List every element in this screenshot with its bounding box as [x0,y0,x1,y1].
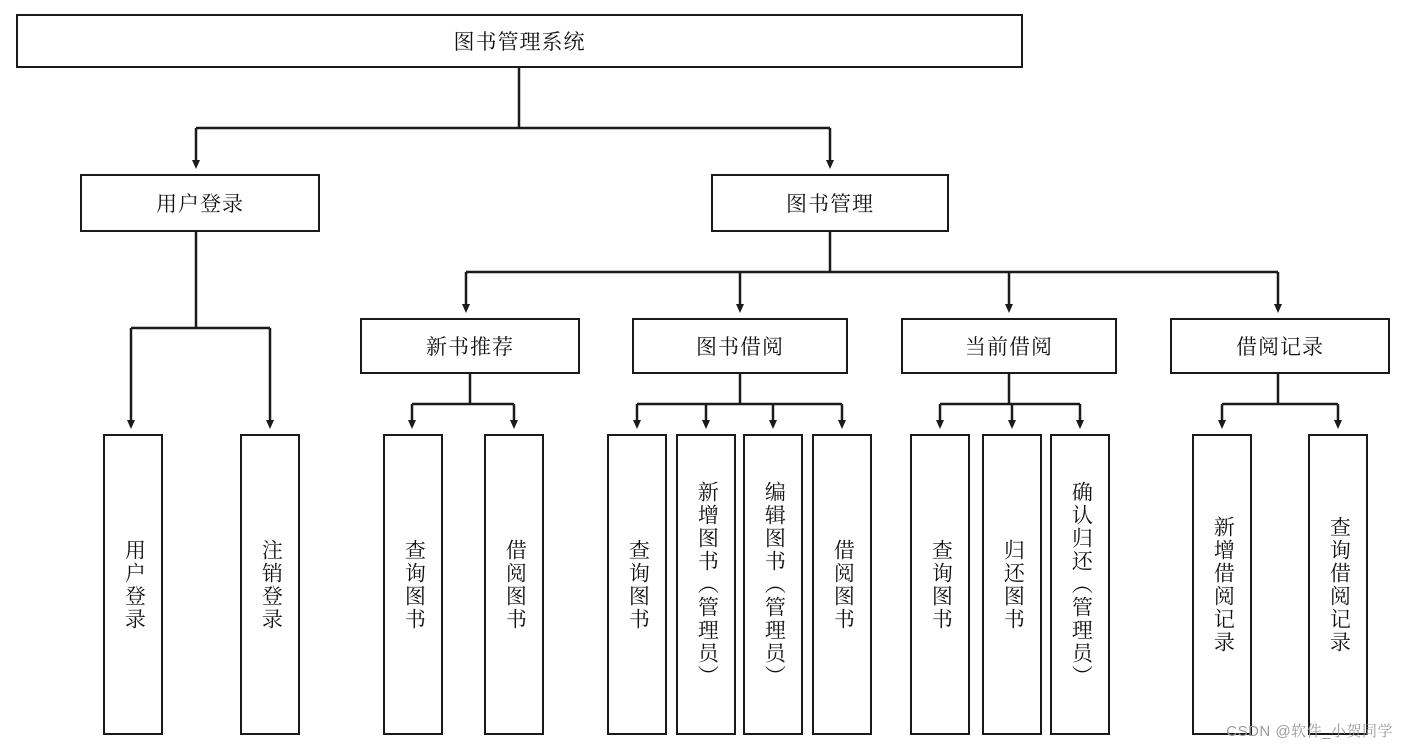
node-leaf-borrow-book-new: 借阅图书 [484,434,544,735]
watermark-text: CSDN @软件_小贺同学 [1226,723,1393,740]
node-leaf-query-book: 查询图书 [607,434,667,735]
node-new-book-recommend: 新书推荐 [360,318,580,374]
node-book-borrow: 图书借阅 [632,318,848,374]
node-leaf-return-book: 归还图书 [982,434,1042,735]
node-book-management: 图书管理 [711,174,949,232]
node-borrow-record: 借阅记录 [1170,318,1390,374]
node-leaf-query-book-current: 查询图书 [910,434,970,735]
node-root: 图书管理系统 [16,14,1023,68]
node-leaf-user-login: 用户登录 [103,434,163,735]
node-leaf-query-borrow-record: 查询借阅记录 [1308,434,1368,735]
node-current-borrow: 当前借阅 [901,318,1117,374]
node-leaf-logout: 注销登录 [240,434,300,735]
node-user-login: 用户登录 [80,174,320,232]
node-leaf-add-borrow-record: 新增借阅记录 [1192,434,1252,735]
node-leaf-borrow-book: 借阅图书 [812,434,872,735]
node-leaf-confirm-return-admin: 确认归还（管理员） [1050,434,1110,735]
node-leaf-edit-book-admin: 编辑图书（管理员） [743,434,803,735]
node-leaf-add-book-admin: 新增图书（管理员） [676,434,736,735]
node-leaf-query-book-new: 查询图书 [383,434,443,735]
